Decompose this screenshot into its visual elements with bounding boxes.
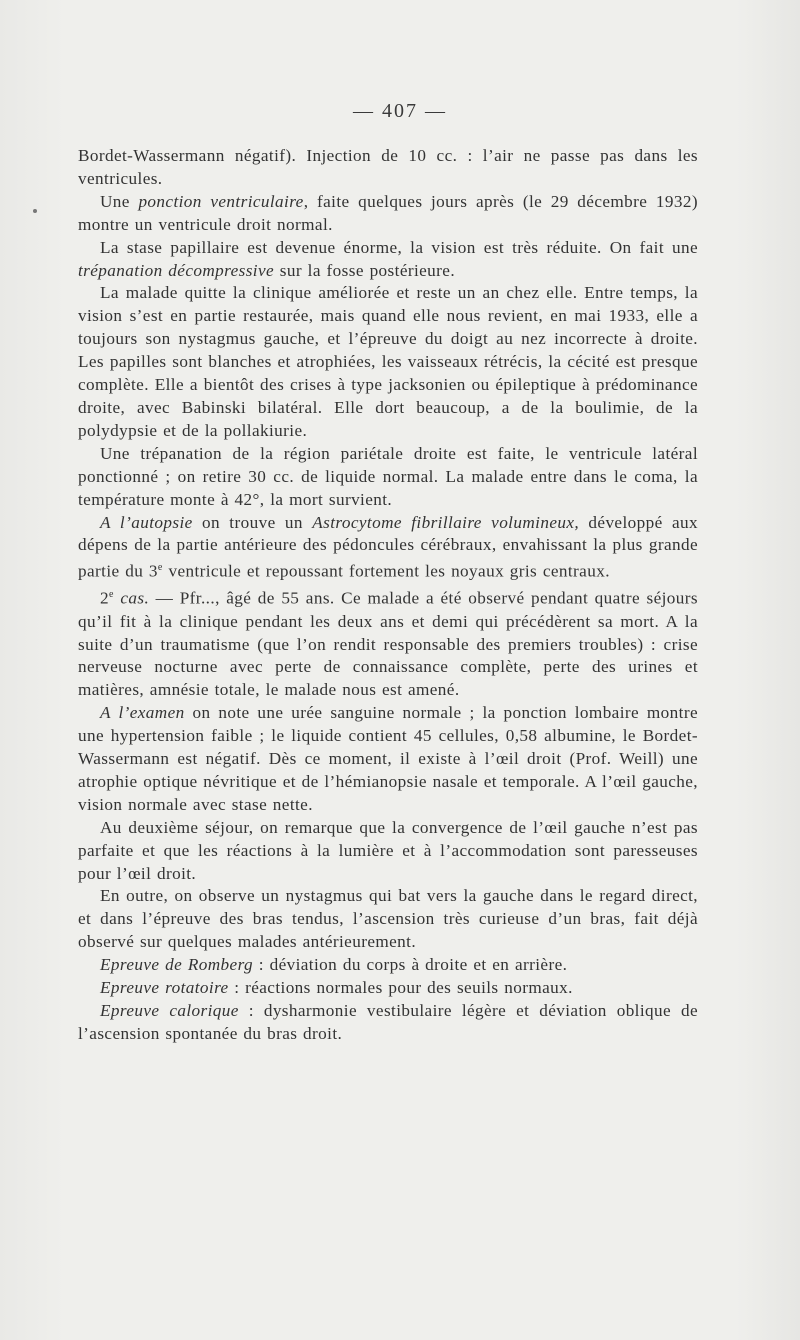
text-run: développé aux dépens de la partie antérieure des pédoncules cérébraux, envahissant la plus grande partie du 3 — [78, 512, 698, 582]
paragraph — [78, 1000, 698, 1046]
paragraph — [78, 282, 698, 442]
text-run: La malade quitte la clinique améliorée et reste un an chez elle. Entre temps, la vision s’est en partie restaurée, mais quand elle nous revient, en mai 1933, elle a toujours son nystagmus gauche, et l’épreuve du doigt au nez incorrecte à droite. Les papilles sont blanches et atrophiées, les vaisseaux rétrécis, la cécité est presque complète. Elle a bientôt des crises à type jacksonien ou épileptique à prédominance droite, avec Babinski bilatéral. Elle dort beaucoup, a de la boulimie, de la polydypsie et de la pollakiurie. — [78, 283, 698, 440]
superscript: e — [109, 588, 114, 600]
paragraph — [78, 191, 698, 237]
italic-phrase: Epreuve rotatoire — [100, 978, 229, 998]
italic-phrase: trépanation décompressive — [78, 260, 275, 280]
text-run: — Pfr..., âgé de 55 ans. Ce malade a été observé pendant quatre séjours qu’il fit à la clinique pendant les deux ans et demi qui précédèrent sa mort. A la suite d’un traumatisme (que l’on rendit responsable des premiers troubles) : crise nerveuse nocturne avec perte de connaissance complète, perte des urines et matières, amnésie totale, le malade nous est amené. — [78, 588, 698, 700]
italic-phrase: A l’autopsie — [100, 512, 193, 532]
paragraph — [78, 977, 698, 1000]
italic-phrase: cas. — [120, 588, 150, 608]
text-run: ventricule et repoussant fortement les noyaux gris centraux. — [162, 562, 610, 582]
paragraph — [78, 817, 698, 886]
paragraph — [78, 702, 698, 817]
margin-mark — [33, 209, 37, 213]
paragraph — [78, 145, 698, 191]
italic-phrase: Epreuve calorique — [100, 1001, 239, 1020]
paragraph — [78, 443, 698, 512]
text-run: Au deuxième séjour, on remarque que la convergence de l’œil gauche n’est pas parfaite et que les réactions à la lumière et à l’accommodation sont paresseuses pour l’œil droit. — [78, 817, 698, 883]
italic-phrase: Astrocytome fibrillaire volumineux, — [312, 512, 580, 532]
body-text — [78, 145, 698, 1046]
text-run: , faite quelques jours après (le 29 décembre 1932) montre un ventricule droit normal. — [78, 191, 698, 234]
text-run: on note une urée sanguine normale ; la ponction lombaire montre une hypertension faible ; le liquide contient 45 cellules, 0,58 albumine, le Bordet-Wassermann est négatif. Dès ce moment, il existe à l’œil droit (Prof. Weill) une atrophie optique névritique et de l’hémianopsie nasale et temporale. A l’œil gauche, vision normale avec stase nette. — [78, 703, 698, 814]
text-run: sur la fosse postérieure. — [274, 260, 456, 280]
text-run: 2 — [100, 588, 109, 608]
text-run: Une trépanation de la région pariétale droite est faite, le ventricule latéral ponctionné ; on retire 30 cc. de liquide normal. La malade entre dans le coma, la température monte à 42°, la mort survient. — [78, 443, 698, 509]
text-run: La stase papillaire est devenue énorme, la vision est très réduite. On fait une — [100, 237, 698, 257]
paragraph — [78, 584, 698, 702]
superscript: e — [157, 562, 163, 574]
text-run: : réactions normales pour des seuils normaux. — [228, 978, 573, 998]
text-run: : dysharmonie vestibulaire légère et déviation oblique de l’ascension spontanée du bras droit. — [78, 1001, 698, 1043]
paragraph — [78, 885, 698, 954]
text-run: En outre, on observe un nystagmus qui bat vers la gauche dans le regard direct, et dans l’épreuve des bras tendus, l’ascension très curieuse d’un bras, fait déjà observé sur quelques malades antérieurement. — [78, 886, 698, 952]
paragraph — [78, 512, 698, 584]
paragraph — [78, 237, 698, 283]
italic-phrase: A l’examen — [100, 703, 185, 723]
text-run: Bordet-Wassermann négatif). Injection de 10 cc. : l’air ne passe pas dans les ventricules. — [78, 146, 698, 188]
text-run: on trouve un — [192, 512, 313, 532]
page-number: — 407 — — [353, 100, 447, 122]
text-run: Une — [100, 191, 139, 211]
paragraph — [78, 954, 698, 977]
italic-phrase: Epreuve de Romberg — [100, 955, 254, 975]
italic-phrase: ponction ventriculaire — [138, 191, 304, 211]
text-run: : déviation du corps à droite et en arrière. — [253, 955, 568, 975]
